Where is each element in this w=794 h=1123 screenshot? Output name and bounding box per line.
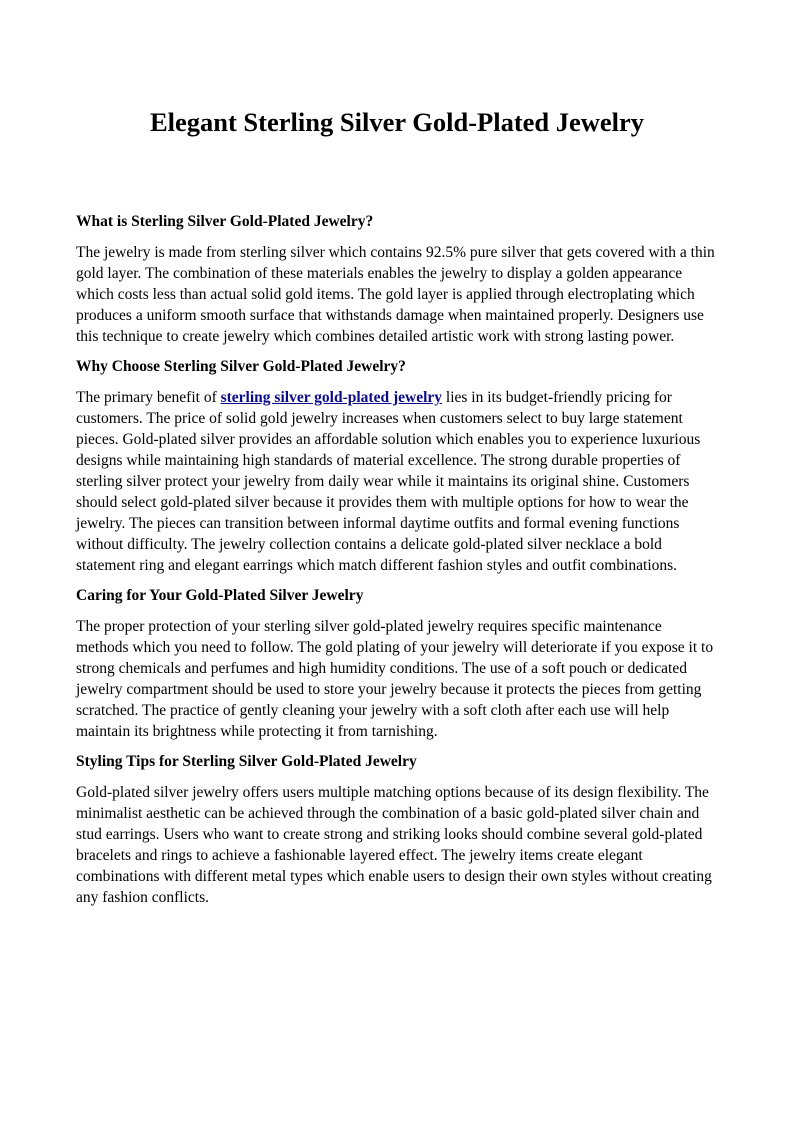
paragraph-text-after-link: lies in its budget-friendly pricing for customers. The price of solid gold jewelry increases when customers select to buy large statement pieces. Gold-plated silver provides an affordable solution which enables you to experience luxurious designs while maintaining high standards of material excellence. The strong durable properties of sterling silver protect your jewelry from daily wear while it maintains its original shine. Customers should select gold-plated silver because it provides them with multiple options for how to wear the jewelry. The pieces can transition between informal daytime outfits and formal evening functions without difficulty. The jewelry collection contains a delicate gold-plated silver necklace a bold statement ring and elegant earrings which match different fashion styles and outfit combinations.	[76, 389, 701, 574]
section-heading-caring: Caring for Your Gold-Plated Silver Jewelry	[76, 587, 364, 604]
section-paragraph-caring: The proper protection of your sterling silver gold-plated jewelry requires specific maintenance methods which you need to follow. The gold plating of your jewelry will deteriorate if you expose it to strong chemicals and perfumes and high humidity conditions. The use of a soft pouch or dedicated jewelry compartment should be used to store your jewelry because it protects the pieces from getting scratched. The practice of gently cleaning your jewelry with a soft cloth after each use will help maintain its brightness while protecting it from tarnishing.	[76, 618, 714, 740]
paragraph-text-before-link: The primary benefit of	[76, 389, 221, 406]
page-title: Elegant Sterling Silver Gold-Plated Jewelry	[149, 107, 645, 137]
document-body	[76, 211, 718, 917]
section-paragraph-what-is: The jewelry is made from sterling silver which contains 92.5% pure silver that gets covered with a thin gold layer. The combination of these materials enables the jewelry to display a golden appearance which costs less than actual solid gold items. The gold layer is applied through electroplating which produces a uniform smooth surface that withstands damage when maintained properly. Designers use this technique to create jewelry which combines detailed artistic work with strong lasting power.	[76, 244, 715, 345]
section-heading-styling-tips: Styling Tips for Sterling Silver Gold-Plated Jewelry	[76, 753, 417, 770]
section-paragraph-styling-tips: Gold-plated silver jewelry offers users multiple matching options because of its design flexibility. The minimalist aesthetic can be achieved through the combination of a basic gold-plated silver chain and stud earrings. Users who want to create strong and striking looks should combine several gold-plated bracelets and rings to achieve a fashionable layered effect. The jewelry items create elegant combinations with different metal types which enable users to design their own styles without creating any fashion conflicts.	[76, 784, 712, 906]
sterling-silver-jewelry-link[interactable]: sterling silver gold-plated jewelry	[220, 389, 443, 406]
section-heading-what-is: What is Sterling Silver Gold-Plated Jewelry?	[76, 213, 374, 230]
section-heading-why-choose: Why Choose Sterling Silver Gold-Plated Jewelry?	[76, 358, 406, 375]
section-paragraph-why-choose	[76, 387, 718, 576]
